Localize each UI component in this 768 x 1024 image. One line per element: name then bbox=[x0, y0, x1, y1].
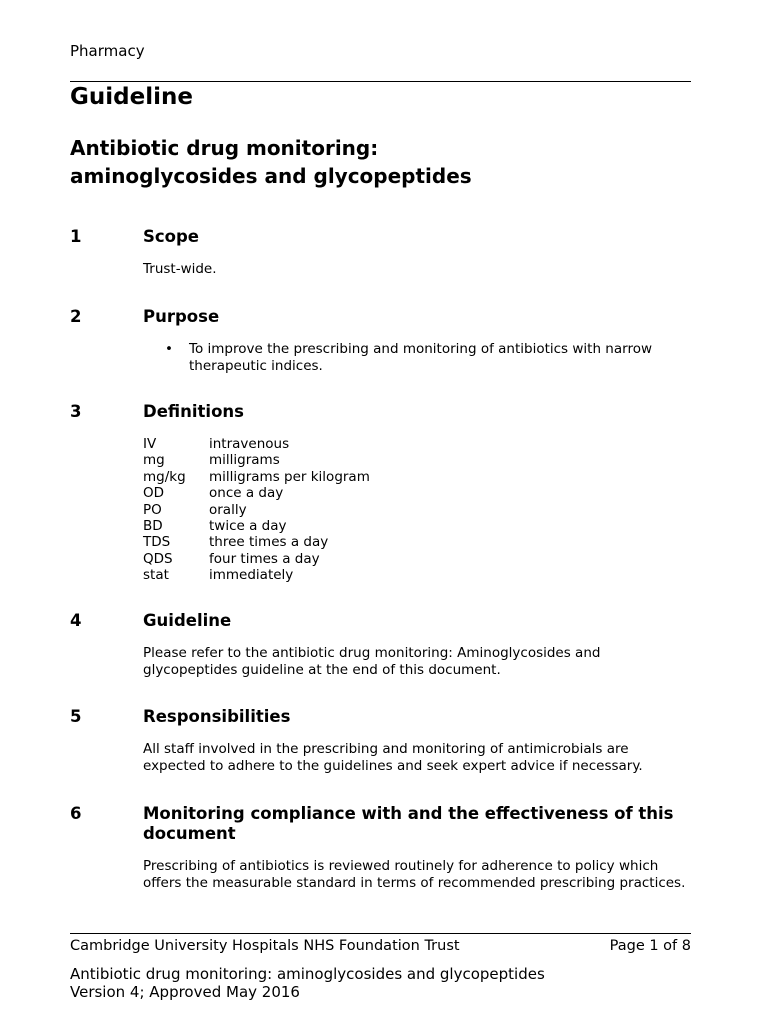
section-heading-responsibilities: Responsibilities bbox=[143, 707, 291, 726]
section-number: 3 bbox=[70, 402, 82, 421]
scope-text: Trust-wide. bbox=[143, 261, 217, 277]
definition-row bbox=[143, 567, 370, 583]
footer-page-number: Page 1 of 8 bbox=[609, 938, 691, 954]
definition-meaning: three times a day bbox=[209, 534, 329, 551]
section-number: 2 bbox=[70, 307, 82, 326]
section-number: 6 bbox=[70, 804, 82, 823]
section-heading-guideline: Guideline bbox=[143, 611, 232, 630]
definition-meaning: immediately bbox=[209, 567, 294, 584]
section-heading-purpose: Purpose bbox=[143, 307, 220, 326]
title-line-1: Antibiotic drug monitoring: bbox=[70, 136, 379, 160]
definitions-list bbox=[143, 436, 370, 584]
purpose-bullet-item: • To improve the prescribing and monitoring of antibiotics with narrow therapeutic indices. bbox=[163, 341, 693, 374]
definition-abbr: mg/kg bbox=[143, 468, 186, 485]
definition-meaning: four times a day bbox=[209, 550, 320, 567]
section-number: 5 bbox=[70, 707, 82, 726]
department-label: Pharmacy bbox=[70, 42, 145, 60]
title-line-2: aminoglycosides and glycopeptides bbox=[70, 164, 472, 188]
document-type-heading: Guideline bbox=[70, 84, 193, 110]
footer-document-info bbox=[70, 965, 545, 1001]
definition-row bbox=[143, 551, 370, 567]
definition-row bbox=[143, 502, 370, 518]
definition-abbr: stat bbox=[143, 567, 169, 584]
definition-meaning: milligrams per kilogram bbox=[209, 468, 370, 485]
document-title bbox=[70, 134, 690, 190]
footer-document-title: Antibiotic drug monitoring: aminoglycosides and glycopeptides bbox=[70, 965, 545, 983]
monitoring-compliance-text: Prescribing of antibiotics is reviewed routinely for adherence to policy which offers the measurable standard in terms of recommended prescribing practices. bbox=[143, 858, 686, 891]
responsibilities-text: All staff involved in the prescribing and monitoring of antimicrobials are expected to adhere to the guidelines and seek expert advice if necessary. bbox=[143, 741, 643, 774]
footer-divider bbox=[70, 933, 691, 934]
section-heading-monitoring-compliance: Monitoring compliance with and the effectiveness of this document bbox=[143, 804, 674, 843]
section-number: 4 bbox=[70, 611, 82, 630]
section-heading-scope: Scope bbox=[143, 227, 200, 246]
header-divider bbox=[70, 81, 691, 82]
definition-abbr: mg bbox=[143, 452, 165, 469]
definition-row bbox=[143, 469, 370, 485]
definition-row bbox=[143, 518, 370, 534]
footer-version: Version 4; Approved May 2016 bbox=[70, 983, 300, 1001]
definition-row bbox=[143, 436, 370, 452]
definition-abbr: OD bbox=[143, 485, 165, 502]
definition-meaning: orally bbox=[209, 501, 247, 518]
definition-abbr: PO bbox=[143, 501, 162, 518]
definition-meaning: once a day bbox=[209, 485, 284, 502]
definition-abbr: QDS bbox=[143, 550, 173, 567]
definition-row bbox=[143, 452, 370, 468]
definition-abbr: BD bbox=[143, 518, 163, 535]
definition-meaning: twice a day bbox=[209, 518, 287, 535]
definition-row bbox=[143, 485, 370, 501]
footer-organisation: Cambridge University Hospitals NHS Foundation Trust bbox=[70, 938, 460, 954]
section-heading-definitions: Definitions bbox=[143, 402, 244, 421]
definition-abbr: TDS bbox=[143, 534, 171, 551]
definition-abbr: IV bbox=[143, 436, 157, 452]
definition-meaning: milligrams bbox=[209, 452, 280, 469]
purpose-bullet-list bbox=[163, 341, 693, 374]
definition-row bbox=[143, 534, 370, 550]
guideline-text: Please refer to the antibiotic drug monitoring: Aminoglycosides and glycopeptides guideline at the end of this document. bbox=[143, 645, 601, 678]
definition-meaning: intravenous bbox=[209, 436, 290, 452]
section-number: 1 bbox=[70, 227, 82, 246]
